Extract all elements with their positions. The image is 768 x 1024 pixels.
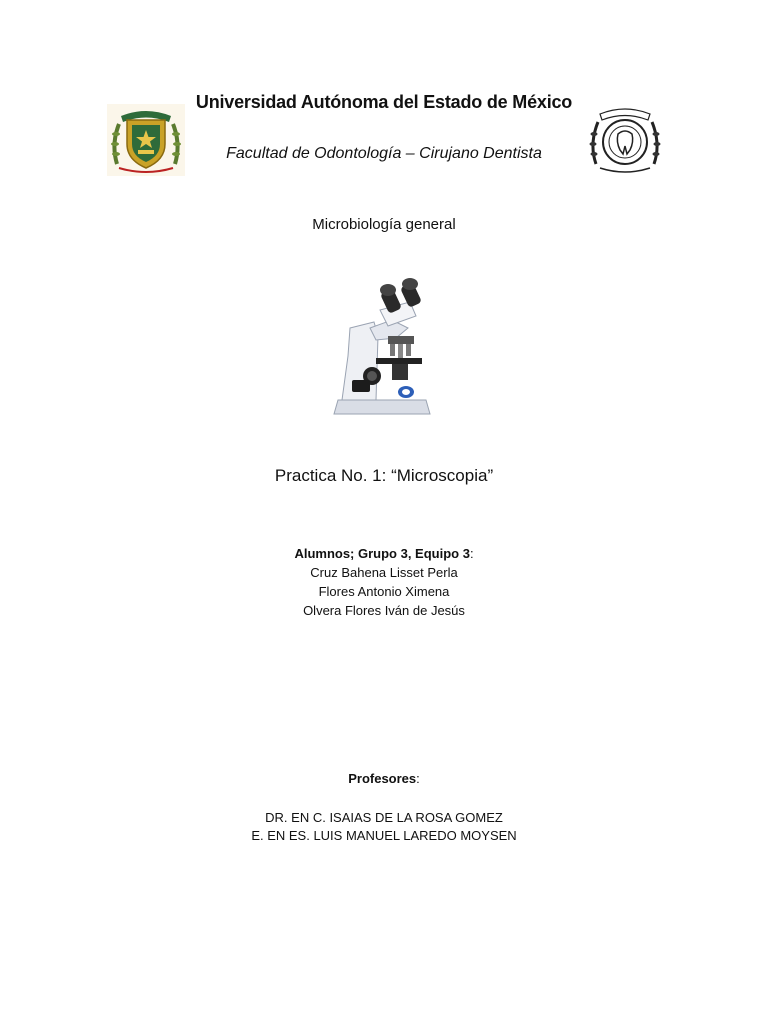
student-name: Flores Antonio Ximena [318, 584, 450, 599]
student-name: Cruz Bahena Lisset Perla [310, 565, 458, 580]
practice-title: Practica No. 1: “Microscopia” [274, 466, 494, 485]
students-heading-colon: : [469, 546, 474, 561]
professor-name: E. EN ES. LUIS MANUEL LAREDO MOYSEN [251, 828, 517, 843]
faculty-name: Facultad de Odontología – Cirujano Dentista [226, 145, 542, 162]
student-name: Olvera Flores Iván de Jesús [303, 603, 465, 618]
faculty-seal-icon [586, 104, 664, 176]
professors-heading-label: Profesores [348, 771, 417, 786]
students-heading-label: Alumnos; Grupo 3, Equipo 3 [294, 546, 470, 561]
professors-heading [0, 771, 768, 786]
university-shield-icon [107, 104, 185, 176]
course-name: Microbiología general [312, 216, 456, 233]
professor-name: DR. EN C. ISAIAS DE LA ROSA GOMEZ [265, 810, 503, 825]
students-heading [0, 546, 768, 561]
university-name: Universidad Autónoma del Estado de México [195, 92, 573, 112]
professors-heading-colon: : [416, 771, 420, 786]
microscope-icon [330, 276, 440, 422]
